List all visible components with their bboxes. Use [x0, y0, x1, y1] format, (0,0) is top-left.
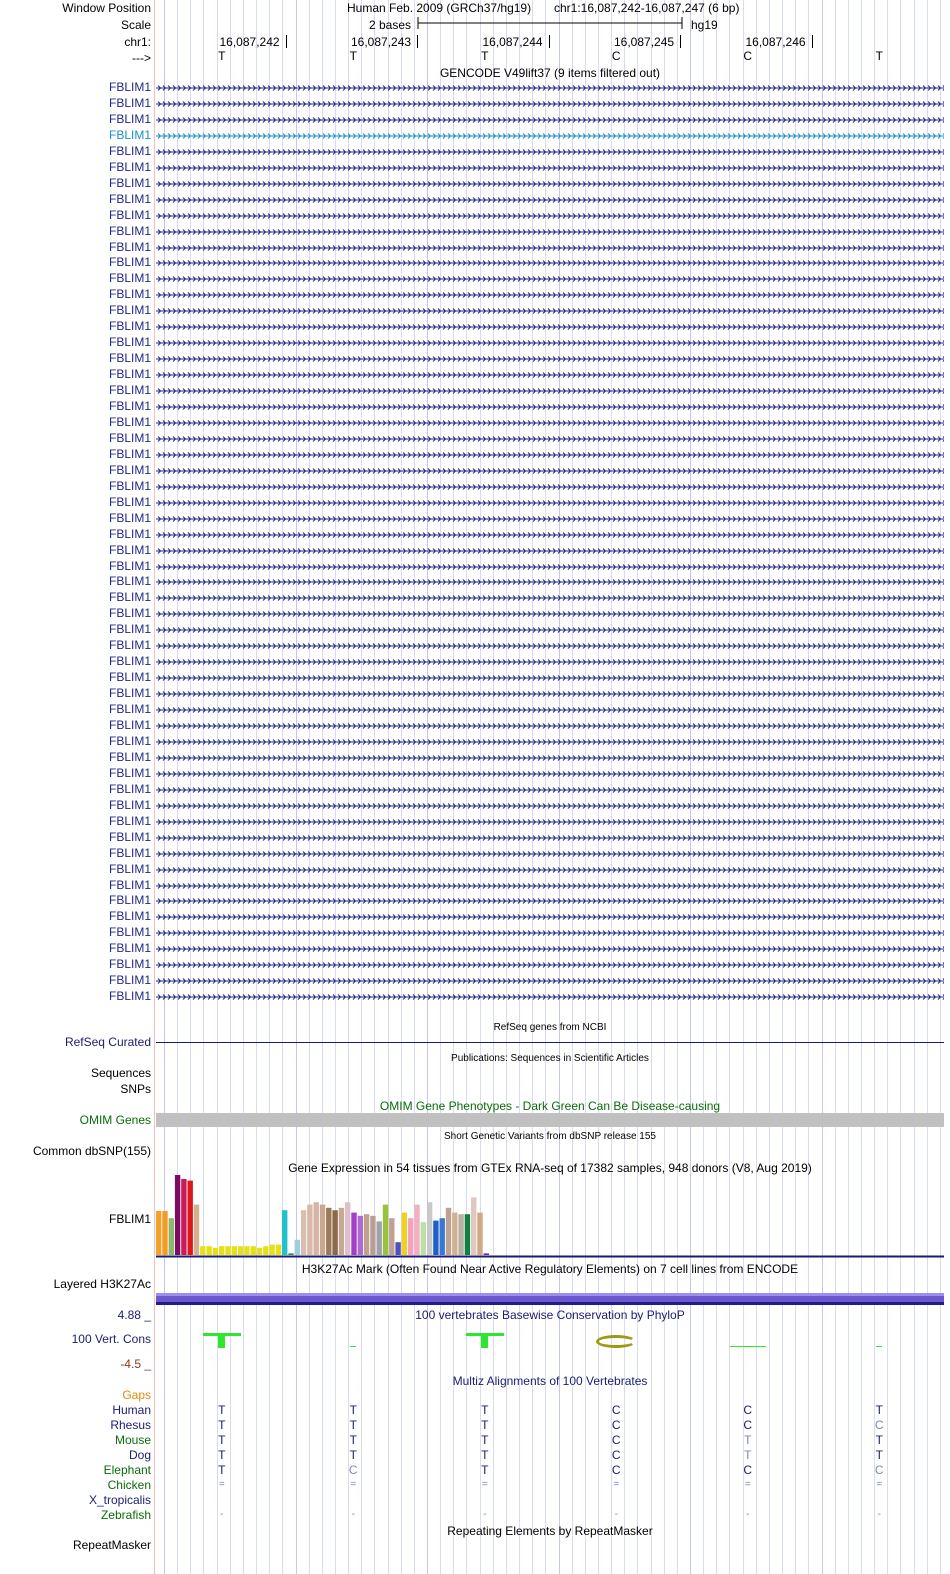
- multiz-base: =: [218, 1479, 225, 1490]
- multiz-base: C: [874, 1463, 884, 1477]
- multiz-base: -: [483, 1509, 487, 1520]
- gencode-transcript-label[interactable]: FBLIM1: [108, 989, 151, 1004]
- gencode-transcript[interactable]: [156, 383, 944, 399]
- coordinate-label: 16,087,246: [745, 35, 806, 49]
- gencode-transcript-label[interactable]: FBLIM1: [108, 590, 151, 605]
- gencode-transcript-label[interactable]: FBLIM1: [108, 462, 151, 477]
- gtex-tissue-bar[interactable]: [471, 1197, 476, 1255]
- gencode-transcript[interactable]: [156, 351, 944, 367]
- gencode-transcript-label[interactable]: FBLIM1: [108, 111, 151, 126]
- gencode-transcript[interactable]: [156, 160, 944, 176]
- gencode-transcript[interactable]: [156, 271, 944, 287]
- gencode-transcript[interactable]: [156, 240, 944, 256]
- gencode-transcript-label[interactable]: FBLIM1: [108, 654, 151, 669]
- gtex-tissue-bar[interactable]: [452, 1213, 457, 1255]
- multiz-base: C: [743, 1463, 753, 1477]
- multiz-species-label[interactable]: Mouse: [114, 1433, 151, 1447]
- gtex-tissue-bar[interactable]: [219, 1246, 224, 1255]
- gencode-transcript[interactable]: [156, 559, 944, 575]
- multiz-base: -: [220, 1509, 224, 1520]
- gencode-transcript[interactable]: [156, 862, 944, 878]
- gencode-transcript-label[interactable]: FBLIM1: [108, 893, 151, 908]
- multiz-base: C: [611, 1433, 621, 1447]
- gtex-tissue-bar[interactable]: [358, 1216, 363, 1255]
- gencode-transcript-label[interactable]: FBLIM1: [108, 973, 151, 988]
- gencode-transcript[interactable]: [156, 750, 944, 766]
- sequence-base: T: [218, 49, 226, 63]
- multiz-base: T: [218, 1463, 226, 1477]
- gencode-transcript[interactable]: [156, 96, 944, 112]
- sequence-base: T: [875, 49, 883, 63]
- refseq-label[interactable]: RefSeq Curated: [64, 1035, 151, 1049]
- gencode-transcript[interactable]: [156, 303, 944, 319]
- multiz-base: C: [743, 1418, 753, 1432]
- h3k27ac-signal-highlight: [156, 1293, 944, 1296]
- gencode-transcript-label[interactable]: FBLIM1: [108, 829, 151, 844]
- multiz-base: T: [481, 1403, 489, 1417]
- multiz-species-label[interactable]: Dog: [128, 1448, 151, 1462]
- gtex-tissue-bar[interactable]: [370, 1216, 375, 1255]
- gencode-transcript[interactable]: [156, 80, 944, 96]
- sequence-base: T: [481, 49, 489, 63]
- gtex-tissue-bar[interactable]: [194, 1205, 199, 1255]
- gtex-tissue-bar[interactable]: [276, 1245, 281, 1255]
- gencode-transcript-label[interactable]: FBLIM1: [108, 718, 151, 732]
- gencode-transcript-label[interactable]: FBLIM1: [108, 765, 151, 780]
- gencode-transcript-label[interactable]: FBLIM1: [108, 239, 151, 254]
- multiz-base: T: [218, 1403, 226, 1417]
- multiz-base: -: [877, 1509, 881, 1520]
- gencode-transcript-label[interactable]: FBLIM1: [108, 319, 151, 334]
- gtex-tissue-bar[interactable]: [269, 1245, 274, 1255]
- gencode-transcript[interactable]: [156, 830, 944, 846]
- position-text[interactable]: chr1:16,087,242-16,087,247 (6 bp): [554, 1, 740, 15]
- gencode-transcript-label[interactable]: FBLIM1: [108, 383, 151, 398]
- gtex-tissue-bar[interactable]: [244, 1246, 249, 1255]
- gtex-tissue-bar[interactable]: [433, 1221, 438, 1255]
- gtex-tissue-bar[interactable]: [408, 1218, 413, 1255]
- gencode-transcript-label[interactable]: FBLIM1: [108, 255, 151, 270]
- multiz-base: T: [875, 1448, 883, 1462]
- gencode-transcript-label[interactable]: FBLIM1: [108, 494, 151, 509]
- gencode-transcript-label[interactable]: FBLIM1: [108, 207, 151, 222]
- gencode-transcript[interactable]: [156, 925, 944, 941]
- publications-sequences-label[interactable]: Sequences: [90, 1066, 151, 1080]
- sequence-base: T: [349, 49, 357, 63]
- gtex-tissue-bar[interactable]: [232, 1246, 237, 1255]
- repeatmasker-track-title[interactable]: Repeating Elements by RepeatMasker: [447, 1524, 653, 1538]
- gencode-transcript-label[interactable]: FBLIM1: [108, 191, 151, 206]
- gencode-transcript[interactable]: [156, 973, 944, 989]
- multiz-track-title[interactable]: Multiz Alignments of 100 Vertebrates: [452, 1374, 648, 1388]
- multiz-base: =: [876, 1479, 883, 1490]
- gtex-tissue-bar[interactable]: [282, 1210, 287, 1255]
- gencode-transcript-label[interactable]: FBLIM1: [108, 606, 151, 621]
- gtex-tissue-bar[interactable]: [251, 1246, 256, 1255]
- gencode-transcript-label[interactable]: FBLIM1: [108, 845, 151, 860]
- gencode-transcript-label[interactable]: FBLIM1: [108, 526, 151, 541]
- gtex-tissue-bar[interactable]: [225, 1246, 230, 1255]
- gtex-tissue-bar[interactable]: [162, 1211, 167, 1255]
- omim-feature-bar[interactable]: [156, 1113, 944, 1127]
- gencode-transcript[interactable]: [156, 702, 944, 718]
- gencode-transcript-label[interactable]: FBLIM1: [108, 287, 151, 302]
- gtex-tissue-bar[interactable]: [288, 1253, 293, 1255]
- gtex-tissue-bar[interactable]: [484, 1253, 489, 1255]
- gencode-transcript-label[interactable]: FBLIM1: [108, 622, 151, 637]
- gencode-transcript-label[interactable]: FBLIM1: [108, 510, 151, 525]
- multiz-species-label[interactable]: Rhesus: [110, 1418, 151, 1432]
- multiz-base: T: [349, 1403, 357, 1417]
- coordinate-tick: [286, 35, 287, 48]
- conservation-mark[interactable]: [730, 1346, 766, 1347]
- gencode-transcript-label[interactable]: FBLIM1: [108, 749, 151, 764]
- gencode-transcript-label[interactable]: FBLIM1: [108, 638, 151, 653]
- gencode-transcript-label[interactable]: FBLIM1: [108, 367, 151, 382]
- multiz-gaps-label[interactable]: Gaps: [122, 1388, 151, 1402]
- gencode-transcript-label[interactable]: FBLIM1: [108, 143, 151, 158]
- gencode-transcript[interactable]: [156, 224, 944, 240]
- gencode-transcript[interactable]: [156, 128, 944, 144]
- gtex-tissue-bar[interactable]: [314, 1202, 319, 1255]
- sidebar-divider: [154, 0, 155, 1574]
- multiz-species-label[interactable]: Zebrafish: [100, 1508, 151, 1522]
- gencode-transcript[interactable]: [156, 447, 944, 463]
- gtex-tissue-bar[interactable]: [339, 1208, 344, 1255]
- gencode-transcript-label[interactable]: FBLIM1: [108, 80, 151, 94]
- multiz-base: -: [351, 1509, 355, 1520]
- gencode-transcript-label[interactable]: FBLIM1: [108, 127, 151, 142]
- window-position-label: Window Position: [62, 1, 151, 15]
- gencode-transcript[interactable]: [156, 814, 944, 830]
- gtex-expression-chart[interactable]: [156, 1175, 944, 1259]
- multiz-base: =: [744, 1479, 751, 1490]
- gencode-transcript-label[interactable]: FBLIM1: [108, 558, 151, 573]
- multiz-base: C: [348, 1463, 358, 1477]
- multiz-base: C: [611, 1403, 621, 1417]
- chrom-label: chr1:: [124, 35, 151, 49]
- gencode-transcript[interactable]: [156, 686, 944, 702]
- gencode-transcript[interactable]: [156, 543, 944, 559]
- refseq-track-title[interactable]: RefSeq genes from NCBI: [493, 1022, 607, 1033]
- gtex-tissue-bar[interactable]: [320, 1205, 325, 1255]
- gencode-transcript-label[interactable]: FBLIM1: [108, 781, 151, 796]
- multiz-base: =: [613, 1479, 620, 1490]
- gtex-tissue-bar[interactable]: [477, 1213, 482, 1255]
- gtex-tissue-bar[interactable]: [427, 1202, 432, 1255]
- coordinate-label: 16,087,245: [614, 35, 675, 49]
- gtex-tissue-bar[interactable]: [332, 1210, 337, 1255]
- conservation-ymin: -4.5 _: [120, 1357, 151, 1371]
- gtex-tissue-bar[interactable]: [383, 1205, 388, 1255]
- gencode-transcript[interactable]: [156, 989, 944, 1005]
- gencode-transcript-label[interactable]: FBLIM1: [108, 925, 151, 940]
- gencode-transcript[interactable]: [156, 287, 944, 303]
- gencode-transcript-label[interactable]: FBLIM1: [108, 430, 151, 445]
- dbsnp-label[interactable]: Common dbSNP(155): [32, 1144, 151, 1158]
- multiz-base: T: [218, 1433, 226, 1447]
- assembly-text: Human Feb. 2009 (GRCh37/hg19): [347, 1, 532, 15]
- gtex-tissue-bar[interactable]: [351, 1213, 356, 1255]
- gencode-transcript[interactable]: [156, 957, 944, 973]
- sequence-base: C: [611, 49, 621, 63]
- gencode-transcript-label[interactable]: FBLIM1: [108, 574, 151, 589]
- gencode-transcript-label[interactable]: FBLIM1: [108, 95, 151, 110]
- gencode-transcript[interactable]: [156, 335, 944, 351]
- gtex-tissue-bar[interactable]: [490, 1254, 495, 1255]
- gencode-transcript[interactable]: [156, 782, 944, 798]
- gtex-tissue-bar[interactable]: [188, 1181, 193, 1255]
- gencode-transcript[interactable]: [156, 654, 944, 670]
- gencode-transcript-label[interactable]: FBLIM1: [108, 813, 151, 828]
- multiz-base: T: [481, 1418, 489, 1432]
- gencode-transcript-label[interactable]: FBLIM1: [108, 446, 151, 461]
- multiz-species-label[interactable]: X_tropicalis: [88, 1493, 151, 1507]
- multiz-base: T: [481, 1433, 489, 1447]
- conservation-letter-t-stem: [218, 1333, 225, 1348]
- gencode-transcript-label[interactable]: FBLIM1: [108, 686, 151, 701]
- gencode-transcript[interactable]: [156, 606, 944, 622]
- coordinate-label: 16,087,244: [482, 35, 543, 49]
- gtex-tissue-bar[interactable]: [156, 1211, 161, 1255]
- multiz-base: T: [218, 1418, 226, 1432]
- gtex-tissue-bar[interactable]: [414, 1205, 419, 1255]
- gencode-transcript[interactable]: [156, 718, 944, 734]
- gtex-tissue-bar[interactable]: [326, 1208, 331, 1255]
- gtex-tissue-bar[interactable]: [181, 1179, 186, 1255]
- gencode-transcript[interactable]: [156, 909, 944, 925]
- multiz-base: -: [746, 1509, 750, 1520]
- gencode-transcript[interactable]: [156, 176, 944, 192]
- gtex-tissue-bar[interactable]: [364, 1214, 369, 1255]
- gencode-transcript[interactable]: [156, 495, 944, 511]
- gtex-track-title[interactable]: Gene Expression in 54 tissues from GTEx RNA-seq of 17382 samples, 948 donors (V8, Aug 2019): [288, 1161, 812, 1175]
- publications-track-title[interactable]: Publications: Sequences in Scientific Articles: [451, 1053, 649, 1064]
- coordinate-label: 16,087,242: [219, 35, 280, 49]
- multiz-species-label[interactable]: Elephant: [103, 1463, 151, 1477]
- gencode-transcript-label[interactable]: FBLIM1: [108, 909, 151, 924]
- scale-label: Scale: [120, 18, 151, 32]
- gencode-transcript-label[interactable]: FBLIM1: [108, 941, 151, 956]
- multiz-base: T: [744, 1433, 752, 1447]
- multiz-base: T: [481, 1463, 489, 1477]
- coordinate-tick: [417, 35, 418, 48]
- gencode-transcript[interactable]: [156, 846, 944, 862]
- conservation-mark[interactable]: [876, 1346, 882, 1347]
- gtex-tissue-bar[interactable]: [295, 1240, 300, 1255]
- multiz-base: T: [349, 1433, 357, 1447]
- gencode-transcript-label[interactable]: FBLIM1: [108, 542, 151, 557]
- coordinate-tick: [549, 35, 550, 48]
- conservation-track-title[interactable]: 100 vertebrates Basewise Conservation by PhyloP: [415, 1308, 685, 1322]
- gtex-tissue-bar[interactable]: [377, 1221, 382, 1255]
- scale-bar: [417, 16, 685, 30]
- gtex-tissue-bar[interactable]: [238, 1246, 243, 1255]
- gtex-tissue-bar[interactable]: [206, 1246, 211, 1255]
- gencode-transcript[interactable]: [156, 511, 944, 527]
- gtex-tissue-bar[interactable]: [307, 1205, 312, 1255]
- gtex-tissue-bar[interactable]: [345, 1202, 350, 1255]
- h3k27ac-signal-bar[interactable]: [156, 1293, 944, 1305]
- gencode-transcript-label[interactable]: FBLIM1: [108, 957, 151, 972]
- multiz-species-label[interactable]: Human: [112, 1403, 151, 1417]
- gencode-transcript[interactable]: [156, 319, 944, 335]
- multiz-base: -: [614, 1509, 618, 1520]
- multiz-base: T: [744, 1448, 752, 1462]
- gencode-transcript[interactable]: [156, 941, 944, 957]
- multiz-base: C: [743, 1403, 753, 1417]
- gencode-transcript-label[interactable]: FBLIM1: [108, 414, 151, 429]
- gtex-tissue-bar[interactable]: [301, 1210, 306, 1255]
- gencode-transcript[interactable]: [156, 798, 944, 814]
- gencode-transcript[interactable]: [156, 622, 944, 638]
- multiz-base: T: [349, 1448, 357, 1462]
- gtex-tissue-bar[interactable]: [458, 1214, 463, 1255]
- gencode-transcript[interactable]: [156, 893, 944, 909]
- gtex-tissue-bar[interactable]: [465, 1214, 470, 1255]
- gtex-tissue-bar[interactable]: [169, 1218, 174, 1255]
- gencode-transcript[interactable]: [156, 527, 944, 543]
- gencode-transcript[interactable]: [156, 878, 944, 894]
- gencode-transcript-label[interactable]: FBLIM1: [108, 399, 151, 413]
- multiz-base: C: [611, 1448, 621, 1462]
- gtex-tissue-bar[interactable]: [402, 1213, 407, 1255]
- omim-track-title[interactable]: OMIM Gene Phenotypes - Dark Green Can Be Disease-causing: [379, 1099, 721, 1113]
- gencode-transcript[interactable]: [156, 574, 944, 590]
- gencode-transcript-label[interactable]: FBLIM1: [108, 797, 151, 812]
- coordinate-tick: [812, 35, 813, 48]
- repeatmasker-label[interactable]: RepeatMasker: [72, 1538, 151, 1552]
- scale-text: 2 bases: [369, 18, 412, 32]
- gencode-transcript-label[interactable]: FBLIM1: [108, 877, 151, 892]
- gencode-transcript[interactable]: [156, 590, 944, 606]
- gtex-tissue-bar[interactable]: [200, 1246, 205, 1255]
- gencode-transcript-label[interactable]: FBLIM1: [108, 303, 151, 318]
- h3k27ac-label[interactable]: Layered H3K27Ac: [53, 1277, 151, 1291]
- multiz-base: C: [874, 1418, 884, 1432]
- multiz-base: C: [611, 1418, 621, 1432]
- gencode-transcript[interactable]: [156, 479, 944, 495]
- multiz-base: =: [481, 1479, 488, 1490]
- gencode-transcript[interactable]: [156, 112, 944, 128]
- dbsnp-track-title[interactable]: Short Genetic Variants from dbSNP release 155: [444, 1131, 656, 1142]
- gencode-transcript-label[interactable]: FBLIM1: [108, 351, 151, 366]
- gencode-transcript[interactable]: [156, 367, 944, 383]
- gencode-transcript[interactable]: [156, 255, 944, 271]
- publications-snps-label[interactable]: SNPs: [120, 1082, 151, 1096]
- gtex-tissue-bar[interactable]: [389, 1218, 394, 1255]
- gtex-gene-label[interactable]: FBLIM1: [108, 1212, 151, 1226]
- conservation-mark[interactable]: [350, 1346, 356, 1347]
- multiz-base: =: [350, 1479, 357, 1490]
- gtex-tissue-bar[interactable]: [175, 1175, 180, 1255]
- gtex-tissue-bar[interactable]: [263, 1246, 268, 1255]
- gencode-transcript-label[interactable]: FBLIM1: [108, 175, 151, 190]
- gencode-transcript[interactable]: [156, 638, 944, 654]
- conservation-ymax: 4.88 _: [117, 1308, 151, 1322]
- gencode-transcript-label[interactable]: FBLIM1: [108, 335, 151, 350]
- gencode-transcript-label[interactable]: FBLIM1: [108, 861, 151, 876]
- strand-label: --->: [132, 51, 151, 65]
- gencode-transcript-label[interactable]: FBLIM1: [108, 271, 151, 286]
- gtex-tissue-bar[interactable]: [257, 1248, 262, 1255]
- conservation-label[interactable]: 100 Vert. Cons: [71, 1332, 151, 1346]
- multiz-base: T: [481, 1448, 489, 1462]
- gencode-transcript-label[interactable]: FBLIM1: [108, 223, 151, 238]
- gencode-transcript-label[interactable]: FBLIM1: [108, 478, 151, 493]
- gtex-tissue-bar[interactable]: [213, 1248, 218, 1255]
- gencode-transcript[interactable]: [156, 734, 944, 750]
- gencode-transcript[interactable]: [156, 766, 944, 782]
- gencode-transcript[interactable]: [156, 463, 944, 479]
- h3k27ac-track-title[interactable]: H3K27Ac Mark (Often Found Near Active Regulatory Elements) on 7 cell lines from ENCODE: [301, 1262, 799, 1276]
- h3k27ac-signal-dark: [156, 1302, 944, 1305]
- gtex-tissue-bar[interactable]: [446, 1208, 451, 1255]
- sequence-base: C: [743, 49, 753, 63]
- gtex-tissue-bar[interactable]: [395, 1242, 400, 1255]
- db-text: hg19: [691, 18, 718, 32]
- gencode-transcript-label[interactable]: FBLIM1: [108, 159, 151, 174]
- gencode-transcript[interactable]: [156, 431, 944, 447]
- gencode-transcript[interactable]: [156, 208, 944, 224]
- refseq-gene-line[interactable]: [156, 1042, 944, 1043]
- coordinate-label: 16,087,243: [351, 35, 412, 49]
- multiz-base: T: [218, 1448, 226, 1462]
- gencode-transcript[interactable]: [156, 144, 944, 160]
- gencode-transcript[interactable]: [156, 192, 944, 208]
- omim-label[interactable]: OMIM Genes: [79, 1113, 151, 1127]
- conservation-letter-t-stem: [481, 1333, 488, 1348]
- coordinate-tick: [680, 35, 681, 48]
- multiz-base: T: [349, 1418, 357, 1432]
- gencode-transcript-label[interactable]: FBLIM1: [108, 733, 151, 748]
- gencode-transcript-label[interactable]: FBLIM1: [108, 670, 151, 685]
- gencode-transcript[interactable]: [156, 415, 944, 431]
- multiz-base: T: [875, 1433, 883, 1447]
- gencode-transcript-label[interactable]: FBLIM1: [108, 702, 151, 717]
- multiz-species-label[interactable]: Chicken: [107, 1478, 151, 1492]
- multiz-base: T: [875, 1403, 883, 1417]
- multiz-base: C: [611, 1463, 621, 1477]
- conservation-letter-c[interactable]: [596, 1335, 636, 1348]
- gencode-track-title[interactable]: GENCODE V49lift37 (9 items filtered out): [439, 66, 661, 80]
- gtex-tissue-bar[interactable]: [440, 1218, 445, 1255]
- gencode-transcript[interactable]: [156, 670, 944, 686]
- gencode-transcript[interactable]: [156, 399, 944, 415]
- gtex-tissue-bar[interactable]: [421, 1222, 426, 1255]
